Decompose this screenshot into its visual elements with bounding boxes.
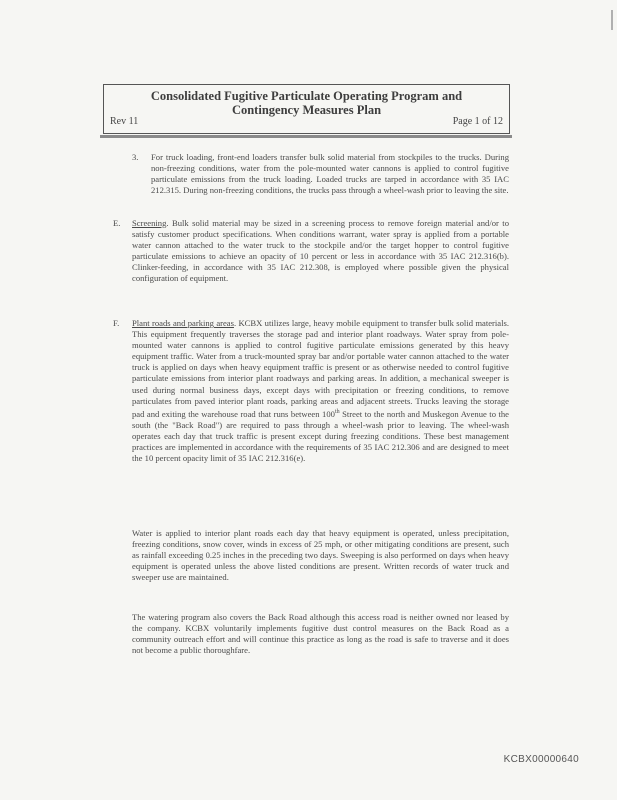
section-body-part2: Street to the north and Muskegon Avenue to the south (the "Back Road") are required to pass through a wheel-wash prior to leaving. The wheel-wash operates each day that truck traffic is present except during freezing conditions. These best management practices are implemented in accordance with the requirements of 35 IAC 212.306 and are designed to meet the 10 percent opacity limit of 35 IAC 212.316(e). bbox=[132, 408, 509, 463]
document-header bbox=[103, 84, 510, 134]
ordinal-superscript: th bbox=[334, 408, 340, 415]
header-underline bbox=[100, 135, 512, 138]
section-e-screening bbox=[113, 218, 509, 285]
section-body: . Bulk solid material may be sized in a screening process to remove foreign material and/or to satisfy customer product specifications. When conditions warrant, water spray is applied from a portable water cannon attached to the water truck to the stockpile and/or the target hopper to control fugitive particulate emissions to achieve an opacity of 10 percent or less in accordance with 35 IAC 212.316(b). Clinker-feeding, in accordance with 35 IAC 212.308, is employed where possible given the physical configuration of equipment. bbox=[132, 218, 509, 284]
section-heading: Screening bbox=[132, 218, 167, 228]
paragraph-text: The watering program also covers the Back Road although this access road is neither owned nor leased by the company. KCBX voluntarily implements fugitive dust control measures on the Back Road as a community outreach effort and will continue this practice as long as the road is safe to traverse and it does not become a public thoroughfare. bbox=[132, 612, 509, 656]
section-body-part1: . KCBX utilizes large, heavy mobile equipment to transfer bulk solid materials. This equipment frequently traverses the storage pad and interior plant roadways. Water spray from pole-mounted water cannons is applied to control fugitive particulate emissions generated by this heavy equipment traffic. Water from a truck-mounted spray bar and/or portable water cannon attached to the water truck is applied on days when heavy equipment traffic is present or as otherwise needed to control fugitive particulate emissions from interior plant roadways and parking areas. In addition, a mechanical sweeper is used during normal business days, except days with precipitation or freezing conditions, to remove particulates from paved interior plant roads, parking areas and adjacent streets. Trucks leaving the storage pad and exiting the warehouse road that runs between 100 bbox=[132, 318, 509, 419]
scan-edge-mark bbox=[611, 10, 613, 30]
section-f-watering-paragraph bbox=[132, 528, 509, 583]
section-f-back-road-paragraph bbox=[132, 612, 509, 656]
paragraph-3 bbox=[132, 152, 509, 196]
section-label: E. bbox=[113, 218, 121, 228]
revision-label: Rev 11 bbox=[110, 116, 139, 127]
paragraph-label: 3. bbox=[132, 152, 139, 162]
header-title-line2: Contingency Measures Plan bbox=[231, 103, 382, 117]
section-label: F. bbox=[113, 318, 120, 328]
section-f-plant-roads bbox=[113, 318, 509, 464]
section-text bbox=[132, 318, 509, 464]
header-title bbox=[104, 89, 509, 117]
section-text bbox=[132, 218, 509, 285]
bates-number: KCBX00000640 bbox=[503, 754, 579, 765]
paragraph-text: Water is applied to interior plant roads each day that heavy equipment is operated, unless precipitation, freezing conditions, snow cover, winds in excess of 25 mph, or other mitigating conditions are present, such as rainfall exceeding 0.25 inches in the preceding two days. Sweeping is also performed on days when heavy equipment is operated unless the above listed conditions are present. Written records of water truck and sweeper use are maintained. bbox=[132, 528, 509, 583]
header-title-line1: Consolidated Fugitive Particulate Operating Program and bbox=[150, 89, 463, 103]
page-number: Page 1 of 12 bbox=[452, 116, 503, 127]
section-heading: Plant roads and parking areas bbox=[132, 318, 234, 328]
paragraph-text: For truck loading, front-end loaders transfer bulk solid material from stockpiles to the trucks. During non-freezing conditions, water from the pole-mounted water cannons is applied to control fugitive particulate emissions from the truck loading. Loaded trucks are tarped in accordance with 35 IAC 212.315. During non-freezing conditions, the trucks pass through a wheel-wash prior to leaving the site. bbox=[151, 152, 509, 196]
